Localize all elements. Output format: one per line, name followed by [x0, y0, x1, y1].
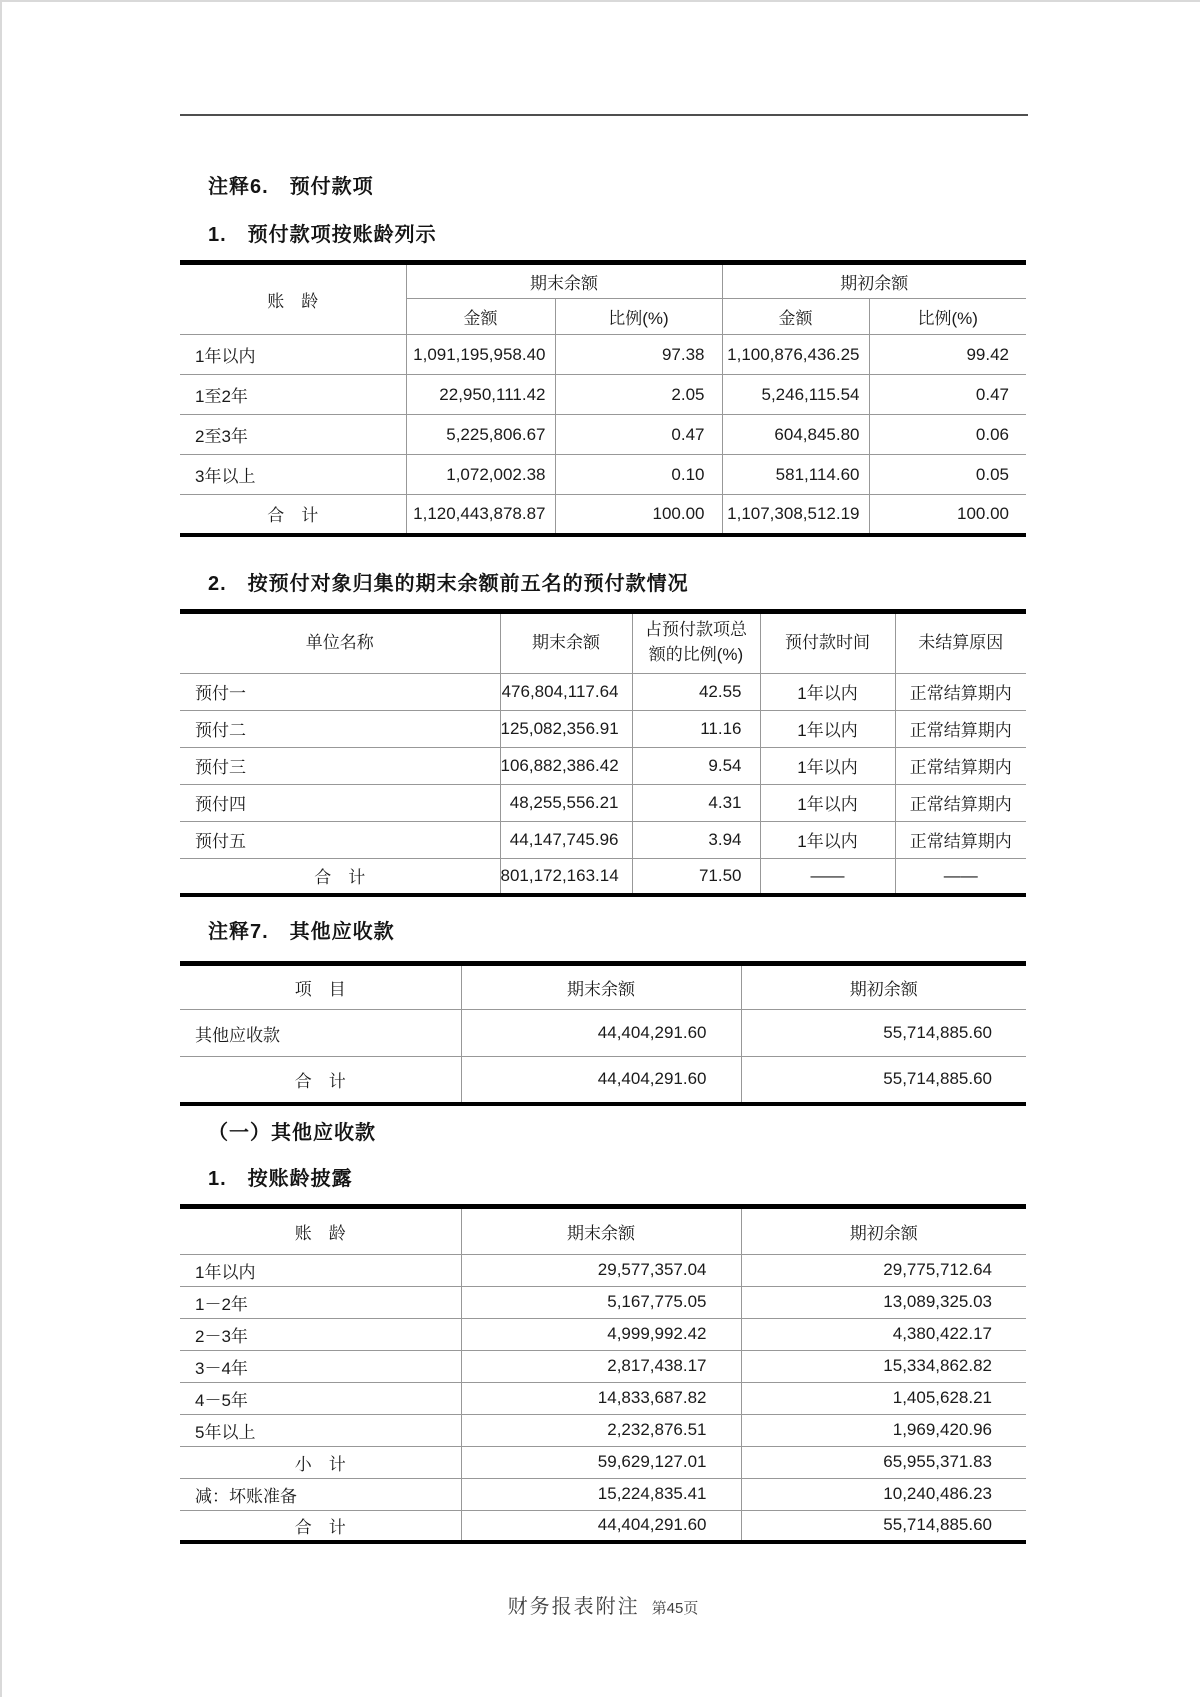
beginning-amount: 15,334,862.82	[741, 1350, 1026, 1382]
ending-ratio-total: 100.00	[555, 495, 722, 535]
beginning-ratio-total: 100.00	[869, 495, 1026, 535]
subtotal-label: 小 计	[180, 1446, 461, 1478]
age-label: 1至2年	[180, 375, 406, 415]
age-label: 4－5年	[180, 1382, 461, 1414]
ending-amount: 15,224,835.41	[461, 1478, 741, 1510]
table-row	[180, 1286, 1026, 1318]
other-receivables-summary-table	[180, 961, 1026, 1106]
column-header-ending-balance: 期末余额	[406, 263, 722, 299]
beginning-amount-total: 1,107,308,512.19	[722, 495, 869, 535]
ending-amount-total: 44,404,291.60	[461, 1510, 741, 1542]
age-label: 1年以内	[180, 335, 406, 375]
note6-heading: 注释6. 预付款项	[208, 176, 374, 198]
table-row	[180, 375, 1026, 415]
beginning-amount: 55,714,885.60	[741, 1010, 1026, 1057]
unsettled-reason-dash: ——	[895, 858, 1026, 895]
table-header-row	[180, 1206, 1026, 1254]
beginning-amount: 4,380,422.17	[741, 1318, 1026, 1350]
ending-amount: 29,577,357.04	[461, 1254, 741, 1286]
beginning-amount-subtotal: 65,955,371.83	[741, 1446, 1026, 1478]
column-header-amount: 金额	[406, 299, 555, 335]
entity-name: 预付五	[180, 821, 500, 858]
ending-amount: 22,950,111.42	[406, 375, 555, 415]
beginning-amount: 5,246,115.54	[722, 375, 869, 415]
prepay-time: 1年以内	[760, 673, 895, 710]
column-header-reason: 未结算原因	[895, 611, 1026, 673]
entity-name: 预付二	[180, 710, 500, 747]
table-row	[180, 1414, 1026, 1446]
ending-amount: 44,404,291.60	[461, 1010, 741, 1057]
beginning-ratio: 99.42	[869, 335, 1026, 375]
bad-debt-provision-label: 减：坏账准备	[180, 1478, 461, 1510]
prepay-time: 1年以内	[760, 710, 895, 747]
entity-name: 预付一	[180, 673, 500, 710]
beginning-amount: 1,969,420.96	[741, 1414, 1026, 1446]
other-receivables-aging-table	[180, 1204, 1026, 1545]
prepayments-aging-table	[180, 260, 1026, 537]
beginning-ratio: 0.05	[869, 455, 1026, 495]
table-row	[180, 1318, 1026, 1350]
unsettled-reason: 正常结算期内	[895, 747, 1026, 784]
ending-amount-total: 1,120,443,878.87	[406, 495, 555, 535]
table-row	[180, 1254, 1026, 1286]
total-label: 合 计	[180, 1057, 461, 1104]
table-row	[180, 455, 1026, 495]
note7-sub-heading: （一）其他应收款	[208, 1121, 376, 1144]
column-header-ratio: 比例(%)	[869, 299, 1026, 335]
table-total-row	[180, 1510, 1026, 1542]
column-header-ratio: 占预付款项总额的比例(%)	[632, 611, 760, 673]
beginning-amount: 604,845.80	[722, 415, 869, 455]
ending-ratio: 0.47	[555, 415, 722, 455]
entity-name: 预付三	[180, 747, 500, 784]
table-row	[180, 784, 1026, 821]
total-label: 合 计	[180, 858, 500, 895]
unsettled-reason: 正常结算期内	[895, 710, 1026, 747]
beginning-amount-total: 55,714,885.60	[741, 1057, 1026, 1104]
column-header-ending-balance: 期末余额	[500, 611, 632, 673]
table-total-row	[180, 858, 1026, 895]
page-footer	[180, 1590, 1026, 1619]
ratio: 4.31	[632, 784, 760, 821]
table-row	[180, 335, 1026, 375]
ratio: 3.94	[632, 821, 760, 858]
column-header-item: 项 目	[180, 964, 461, 1010]
ending-ratio: 97.38	[555, 335, 722, 375]
table-subtotal-row	[180, 1446, 1026, 1478]
note7-heading: 注释7. 其他应收款	[208, 921, 395, 943]
ending-amount: 5,167,775.05	[461, 1286, 741, 1318]
age-label: 1年以内	[180, 1254, 461, 1286]
footer-title: 财务报表附注	[507, 1596, 640, 1618]
prepay-time: 1年以内	[760, 784, 895, 821]
beginning-amount: 1,405,628.21	[741, 1382, 1026, 1414]
column-header-beginning-balance: 期初余额	[741, 964, 1026, 1010]
table-header-row	[180, 263, 1026, 299]
ending-amount: 14,833,687.82	[461, 1382, 741, 1414]
unsettled-reason: 正常结算期内	[895, 821, 1026, 858]
column-header-ending-balance: 期末余额	[461, 1206, 741, 1254]
ending-amount: 125,082,356.91	[500, 710, 632, 747]
ratio: 11.16	[632, 710, 760, 747]
ending-ratio: 0.10	[555, 455, 722, 495]
table-row	[180, 1382, 1026, 1414]
beginning-ratio: 0.47	[869, 375, 1026, 415]
table-row	[180, 673, 1026, 710]
prepay-time-dash: ——	[760, 858, 895, 895]
age-label: 2至3年	[180, 415, 406, 455]
note6-section2-heading: 2. 按预付对象归集的期末余额前五名的预付款情况	[208, 572, 689, 595]
item-label: 其他应收款	[180, 1010, 461, 1057]
page-content	[180, 2, 1026, 1619]
age-label: 3年以上	[180, 455, 406, 495]
ending-ratio: 2.05	[555, 375, 722, 415]
table-row	[180, 1010, 1026, 1057]
column-header-ratio: 比例(%)	[555, 299, 722, 335]
table-header-row	[180, 611, 1026, 673]
ratio: 9.54	[632, 747, 760, 784]
column-header-time: 预付款时间	[760, 611, 895, 673]
ending-amount-total: 44,404,291.60	[461, 1057, 741, 1104]
table-row	[180, 1350, 1026, 1382]
age-label: 1－2年	[180, 1286, 461, 1318]
ending-amount: 106,882,386.42	[500, 747, 632, 784]
table-row	[180, 710, 1026, 747]
ending-amount: 4,999,992.42	[461, 1318, 741, 1350]
table-row	[180, 1478, 1026, 1510]
age-label: 2－3年	[180, 1318, 461, 1350]
beginning-amount: 581,114.60	[722, 455, 869, 495]
age-label: 5年以上	[180, 1414, 461, 1446]
column-header-age: 账 龄	[180, 1206, 461, 1254]
column-header-beginning-balance: 期初余额	[722, 263, 1026, 299]
prepay-time: 1年以内	[760, 821, 895, 858]
ending-amount: 2,817,438.17	[461, 1350, 741, 1382]
note6-section1-heading: 1. 预付款项按账龄列示	[208, 224, 437, 246]
column-header-age: 账 龄	[180, 263, 406, 335]
table-row	[180, 747, 1026, 784]
column-header-beginning-balance: 期初余额	[741, 1206, 1026, 1254]
column-header-amount: 金额	[722, 299, 869, 335]
beginning-amount: 10,240,486.23	[741, 1478, 1026, 1510]
ending-amount: 44,147,745.96	[500, 821, 632, 858]
entity-name: 预付四	[180, 784, 500, 821]
ending-amount: 48,255,556.21	[500, 784, 632, 821]
note7-aging-heading: 1. 按账龄披露	[208, 1167, 353, 1190]
table-total-row	[180, 1057, 1026, 1104]
top5-prepayments-table	[180, 609, 1026, 898]
age-label: 3－4年	[180, 1350, 461, 1382]
unsettled-reason: 正常结算期内	[895, 673, 1026, 710]
column-header-name: 单位名称	[180, 611, 500, 673]
footer-page-number: 第45页	[651, 1600, 699, 1617]
total-label: 合 计	[180, 495, 406, 535]
beginning-amount: 29,775,712.64	[741, 1254, 1026, 1286]
ending-amount: 1,072,002.38	[406, 455, 555, 495]
ending-amount-total: 801,172,163.14	[500, 858, 632, 895]
table-row	[180, 415, 1026, 455]
total-label: 合 计	[180, 1510, 461, 1542]
table-row	[180, 821, 1026, 858]
beginning-amount-total: 55,714,885.60	[741, 1510, 1026, 1542]
ending-amount: 476,804,117.64	[500, 673, 632, 710]
ending-amount: 1,091,195,958.40	[406, 335, 555, 375]
beginning-amount: 13,089,325.03	[741, 1286, 1026, 1318]
ending-amount-subtotal: 59,629,127.01	[461, 1446, 741, 1478]
ratio-total: 71.50	[632, 858, 760, 895]
ratio: 42.55	[632, 673, 760, 710]
column-header-ending-balance: 期末余额	[461, 964, 741, 1010]
ending-amount: 2,232,876.51	[461, 1414, 741, 1446]
table-total-row	[180, 495, 1026, 535]
table-header-row	[180, 964, 1026, 1010]
beginning-ratio: 0.06	[869, 415, 1026, 455]
beginning-amount: 1,100,876,436.25	[722, 335, 869, 375]
prepay-time: 1年以内	[760, 747, 895, 784]
ending-amount: 5,225,806.67	[406, 415, 555, 455]
unsettled-reason: 正常结算期内	[895, 784, 1026, 821]
